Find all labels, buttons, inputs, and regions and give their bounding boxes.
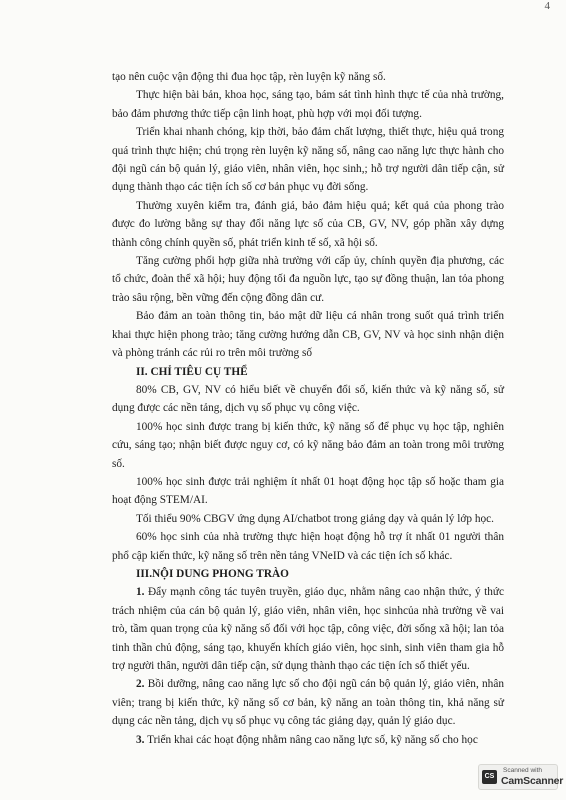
camscanner-logo-icon: CS xyxy=(482,770,497,784)
paragraph: 100% học sinh được trang bị kiến thức, kỹ năng số để phục vụ học tập, nghiên cứu, sáng tạo; nhận biết được nguy cơ, có kỹ năng bảo đảm an toàn trong môi trường số. xyxy=(112,420,504,470)
paragraph: 100% học sinh được trải nghiệm ít nhất 01 hoạt động học tập số hoặc tham gia hoạt động STEM/AI. xyxy=(112,475,504,507)
watermark-caption: Scanned with xyxy=(503,767,543,774)
numbered-item xyxy=(112,731,504,749)
numbered-item xyxy=(112,675,504,730)
paragraph: 60% học sinh của nhà trường thực hiện hoạt động hỗ trợ ít nhất 01 người thân phổ cập kiến thức, kỹ năng số trên nền tảng VNeID và các tiện ích số khác. xyxy=(112,531,504,562)
paragraph: Tối thiểu 90% CBGV ứng dụng AI/chatbot trong giảng dạy và quản lý lớp học. xyxy=(136,512,494,525)
item-text: Đẩy mạnh công tác tuyên truyền, giáo dục, nhằm nâng cao nhận thức, ý thức trách nhiệm của cán bộ quản lý, giáo viên, nhân viên, học sinhcủa nhà trường về vai trò, tầm quan trọng của kỹ năng số đối với học tập, công việc, đời sống xã hội; lan tỏa tinh thần chủ động, sáng tạo, khuyến khích giáo viên, học sinh, sinh viên tham gia hỗ trợ người thân, người dân tiếp cận, sử dụng thành thạo các tiện ích số thiết yếu. xyxy=(112,586,505,672)
item-text: Triển khai các hoạt động nhằm nâng cao năng lực số, kỹ năng số cho học xyxy=(147,733,478,746)
item-number: 2. xyxy=(136,678,145,691)
paragraph: 80% CB, GV, NV có hiểu biết về chuyển đổi số, kiến thức và kỹ năng số, sử dụng được các nền tảng, dịch vụ số phục vụ công việc. xyxy=(112,383,504,415)
paragraph: Triển khai nhanh chóng, kịp thời, bảo đảm chất lượng, thiết thực, hiệu quả trong quá trình thực hiện; chú trọng rèn luyện kỹ năng số, nâng cao năng lực thực hành cho đội ngũ cán bộ quản lý, giáo viên, nhân viên, học sinh,; hỗ trợ người dân tiếp cận, sử dụng thành thạo các tiện ích số cơ bản phục vụ đời sống. xyxy=(112,126,504,194)
paragraph: Bảo đảm an toàn thông tin, bảo mật dữ liệu cá nhân trong suốt quá trình triển khai thực hiện phong trào; tăng cường hướng dẫn CB, GV, NV và học sinh nhận diện và phòng tránh các rủi ro trên môi trường số xyxy=(112,310,504,360)
section-heading-targets: II. CHỈ TIÊU CỤ THỂ xyxy=(136,365,248,378)
item-text: Bồi dưỡng, nâng cao năng lực số cho đội ngũ cán bộ quản lý, giáo viên, nhân viên; trang bị kiến thức, kỹ năng số cơ bản, kỹ năng an toàn thông tin, khả năng sử dụng các nền tảng, dịch vụ số phục vụ công tác giảng dạy, quản lý giáo dục. xyxy=(112,678,504,728)
paragraph: Thực hiện bài bản, khoa học, sáng tạo, bám sát tình hình thực tế của nhà trường, bảo đảm phương thức tiếp cận linh hoạt, phù hợp với mọi đối tượng. xyxy=(112,89,504,120)
document-body xyxy=(112,68,504,749)
paragraph: Tăng cường phối hợp giữa nhà trường với cấp ủy, chính quyền địa phương, các tổ chức, đoàn thể xã hội; huy động tối đa nguồn lực, tạo sự đồng thuận, lan tỏa phong trào sâu rộng, bền vững đến cộng đồng dân cư. xyxy=(112,255,504,304)
page-number: 4 xyxy=(544,0,550,12)
paragraph: tạo nên cuộc vận động thi đua học tập, rèn luyện kỹ năng số. xyxy=(112,71,386,83)
item-number: 3. xyxy=(136,733,145,746)
section-heading-content: III.NỘI DUNG PHONG TRÀO xyxy=(136,567,289,580)
numbered-item xyxy=(112,583,504,675)
item-number: 1. xyxy=(136,586,145,599)
paragraph: Thường xuyên kiểm tra, đánh giá, bảo đảm hiệu quả; kết quả của phong trào được đo lường bằng sự thay đổi năng lực số của CB, GV, NV, góp phần xây dựng thành công chính quyền số, phát triển kinh tế số, xã hội số. xyxy=(112,199,504,249)
watermark-brand: CamScanner xyxy=(501,775,564,787)
camscanner-watermark xyxy=(478,764,564,790)
